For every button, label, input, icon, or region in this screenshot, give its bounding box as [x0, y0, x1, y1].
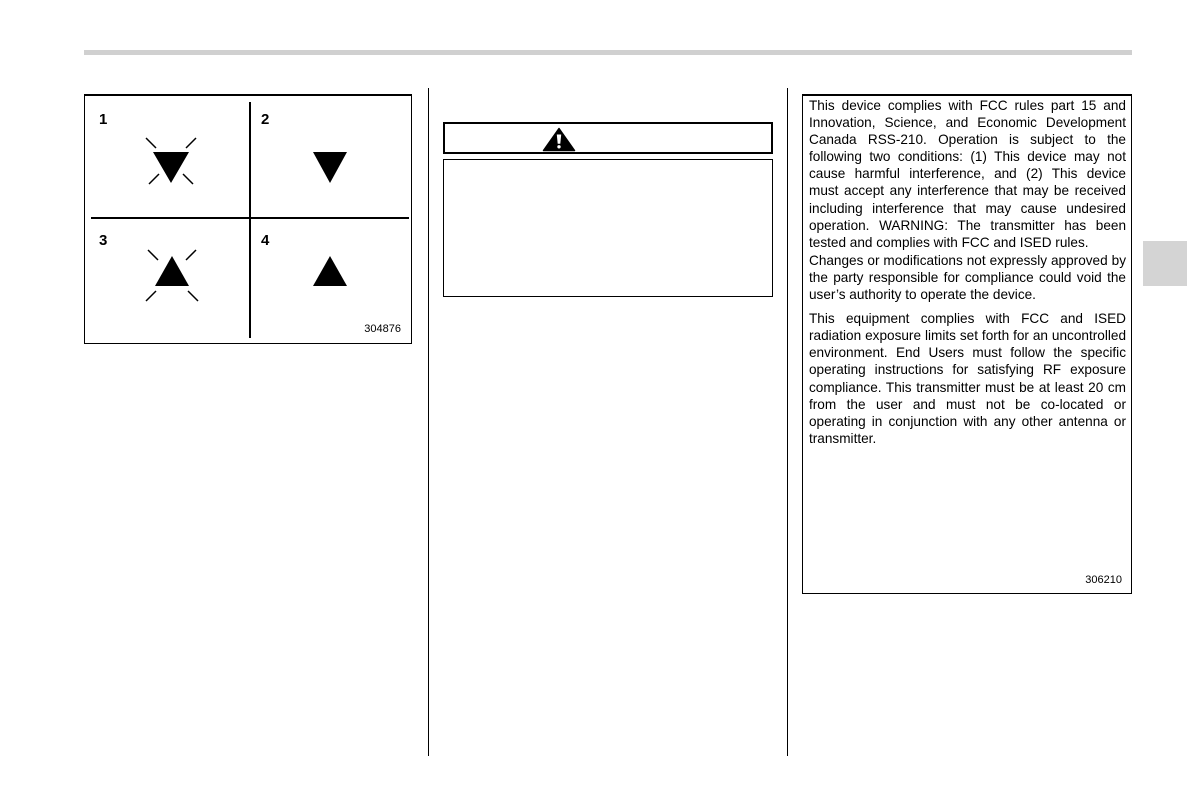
fcc-paragraph: Changes or modifications not expressly approved by the party responsible for compliance could void the user’s authority to operate the device.: [809, 252, 1126, 303]
column-divider-right: [787, 88, 788, 756]
quadrant-label-4: 4: [261, 232, 270, 249]
figure-code: 304876: [364, 323, 401, 335]
figure-code: 306210: [1085, 574, 1122, 586]
fcc-paragraph: This device complies with FCC rules part 15 and Innovation, Science, and Economic Development Canada RSS-210. Operation is subject to the following two conditions: (1) This device may not cause harmful interference, and (2) This device must accept any interference that may be received including interference that may cause undesired operation. WARNING: The transmitter has been tested and complies with FCC and ISED rules.: [809, 98, 1126, 250]
column-divider-left: [428, 88, 429, 756]
quadrant-label-3: 3: [99, 232, 108, 249]
fcc-notice: [802, 94, 1132, 594]
warning-body: [443, 159, 773, 297]
warning-triangle-icon: [542, 127, 576, 152]
section-thumb-tab: [1143, 241, 1187, 286]
indicator-figure: [84, 94, 412, 344]
flashing-up-arrow-icon: [146, 250, 198, 301]
down-arrow-icon: [313, 152, 347, 183]
up-arrow-icon: [313, 256, 347, 286]
header-rule: [84, 50, 1132, 55]
quadrant-label-2: 2: [261, 111, 270, 128]
indicator-diagram: [85, 96, 411, 344]
warning-header: [443, 122, 773, 154]
flashing-down-arrow-icon: [146, 138, 196, 184]
quadrant-label-1: 1: [99, 111, 108, 128]
fcc-paragraph: This equipment complies with FCC and ISED radiation exposure limits set forth for an uncontrolled environment. End Users must follow the specific operating instructions for satisfying RF exposure compliance. This transmitter must be at least 20 cm from the user and must not be co-located or operating in conjunction with any other antenna or transmitter.: [809, 311, 1126, 446]
